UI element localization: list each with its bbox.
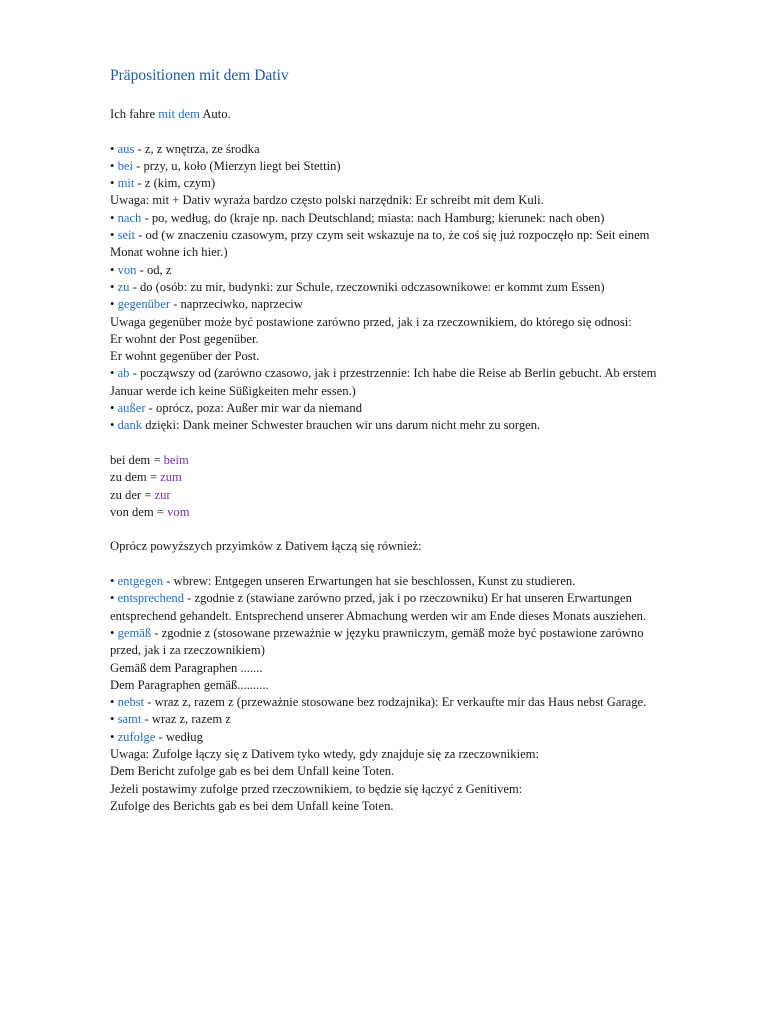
contraction-result: beim [163, 452, 189, 467]
bullet: • [110, 418, 118, 433]
preposition-description: dzięki: Dank meiner Schwester brauchen wir uns darum nicht mehr zu sorgen. [142, 418, 541, 433]
preposition-item-nach [110, 210, 670, 227]
preposition-item-ab [110, 365, 670, 400]
preposition-item-zufolge [110, 729, 670, 746]
preposition-term: aus [117, 141, 135, 156]
preposition-item-bei [110, 158, 670, 175]
page-title: Präpositionen mit dem Dativ [110, 67, 289, 84]
contraction-result: vom [167, 504, 190, 519]
note-line-ex-gegenueber-2: Er wohnt gegenüber der Post. [110, 349, 260, 364]
preposition-term: seit [117, 228, 136, 243]
preposition-item-mit [110, 175, 670, 192]
bullet: • [110, 712, 118, 727]
note-line-note-genitiv: Jeżeli postawimy zufolge przed rzeczownikiem, to będzie się łączyć z Genitivem: [110, 781, 523, 796]
preposition-description: - od, z [136, 262, 172, 277]
preposition-description: - według [155, 729, 203, 744]
preposition-term: zufolge [117, 729, 156, 744]
preposition-description: - z, z wnętrza, ze środka [134, 141, 260, 156]
contraction-source: bei dem = [110, 452, 164, 467]
preposition-description: - zgodnie z (stawiane zarówno przed, jak i po rzeczowniku) Er hat unseren Erwartungen entsprechend gehandelt. Entsprechend unserer Abmachung werden wir am Ende dieses Monats ausziehen. [110, 591, 647, 623]
preposition-description: - wraz z, razem z [141, 712, 231, 727]
bullet: • [110, 574, 118, 589]
preposition-term: zu [117, 279, 130, 294]
contraction-vom [110, 504, 670, 521]
preposition-item-entsprechend [110, 590, 670, 625]
bullet: • [110, 366, 118, 381]
note-line-ex-zufolge-1: Dem Bericht zufolge gab es bei dem Unfall keine Toten. [110, 764, 395, 779]
bullet: • [110, 729, 118, 744]
preposition-term: samt [117, 712, 142, 727]
note-line-ex-zufolge-2: Zufolge des Berichts gab es bei dem Unfall keine Toten. [110, 798, 394, 813]
preposition-term: dank [117, 418, 143, 433]
preposition-item-ausser [110, 400, 670, 417]
preposition-term: entsprechend [117, 591, 184, 606]
bullet: • [110, 158, 118, 173]
preposition-term: mit [117, 176, 135, 191]
preposition-item-zu [110, 279, 670, 296]
preposition-term: gegenüber [117, 297, 171, 312]
preposition-item-gemaess [110, 625, 670, 660]
bullet: • [110, 591, 118, 606]
contraction-source: zu dem = [110, 470, 161, 485]
preposition-item-von [110, 262, 670, 279]
preposition-term: bei [117, 158, 133, 173]
contraction-source: von dem = [110, 504, 168, 519]
bullet: • [110, 401, 118, 416]
preposition-item-samt [110, 711, 670, 728]
preposition-term: entgegen [117, 574, 164, 589]
preposition-item-aus [110, 141, 670, 158]
preposition-item-nebst [110, 694, 670, 711]
note-line-ex-gemaess-2: Dem Paragraphen gemäß.......... [110, 677, 269, 692]
bullet: • [110, 297, 118, 312]
additional-intro: Oprócz powyższych przyimków z Dativem łączą się również: [110, 539, 422, 554]
note-line-ex-gegenueber-1: Er wohnt der Post gegenüber. [110, 331, 259, 346]
contraction-source: zu der = [110, 487, 155, 502]
preposition-item-seit [110, 227, 670, 262]
preposition-description: - do (osób: zu mir, budynki: zur Schule, rzeczowniki odczasownikowe: er kommt zum Essen) [129, 279, 605, 294]
note-line-uwaga-zufolge: Uwaga: Zufolge łączy się z Dativem tyko wtedy, gdy znajduje się za rzeczownikiem: [110, 746, 539, 761]
preposition-description: - od (w znaczeniu czasowym, przy czym seit wskazuje na to, że coś się już rozpoczęło np: Seit einem Monat wohne ich hier.) [110, 228, 650, 260]
preposition-term: gemäß [117, 625, 152, 640]
spacer [110, 521, 670, 538]
preposition-description: - przy, u, koło (Mierzyn liegt bei Stettin) [132, 158, 341, 173]
example-sentence: Ich fahre mit dem Auto. [110, 107, 231, 121]
preposition-description: - wraz z, razem z (przeważnie stosowane bez rodzajnika): Er verkaufte mir das Haus nebst Garage. [144, 695, 647, 710]
contraction-list [110, 452, 670, 521]
example-highlight: mit dem [158, 107, 200, 121]
preposition-item-gegenueber [110, 296, 670, 313]
spacer [110, 123, 670, 140]
contraction-zum [110, 469, 670, 486]
note-line-uwaga-mit: Uwaga: mit + Dativ wyraża bardzo często polski narzędnik: Er schreibt mit dem Kuli. [110, 193, 544, 208]
bullet: • [110, 141, 118, 156]
document-page [110, 66, 670, 815]
additional-preposition-list [110, 573, 670, 815]
bullet: • [110, 176, 118, 191]
preposition-description: - po, według, do (kraje np. nach Deutschland; miasta: nach Hamburg; kierunek: nach oben) [141, 210, 605, 225]
preposition-description: - z (kim, czym) [134, 176, 216, 191]
preposition-item-dank [110, 417, 670, 434]
bullet: • [110, 695, 118, 710]
bullet: • [110, 625, 118, 640]
preposition-list [110, 141, 670, 435]
contraction-zur [110, 487, 670, 504]
preposition-term: außer [117, 401, 146, 416]
contraction-beim [110, 452, 670, 469]
contraction-result: zum [160, 470, 182, 485]
bullet: • [110, 210, 118, 225]
preposition-term: ab [117, 366, 130, 381]
bullet: • [110, 262, 118, 277]
preposition-description: - zgodnie z (stosowane przeważnie w języku prawniczym, gemäß może być postawione zarówno przed, jak i za rzeczownikiem) [110, 625, 644, 658]
preposition-description: - wbrew: Entgegen unseren Erwartungen hat sie beschlossen, Kunst zu studieren. [163, 574, 576, 589]
preposition-description: - począwszy od (zarówno czasowo, jak i przestrzennie: Ich habe die Reise ab Berlin gebucht. Ab erstem Januar werde ich keine Süßigkeiten mehr essen.) [110, 366, 657, 398]
preposition-term: nach [117, 210, 142, 225]
preposition-term: nebst [117, 695, 145, 710]
spacer [110, 556, 670, 573]
contraction-result: zur [154, 487, 171, 502]
note-line-uwaga-gegenueber: Uwaga gegenüber może być postawione zarówno przed, jak i za rzeczownikiem, do którego się odnosi: [110, 314, 632, 329]
preposition-term: von [117, 262, 137, 277]
bullet: • [110, 279, 118, 294]
preposition-description: - oprócz, poza: Außer mir war da niemand [145, 401, 362, 416]
spacer [110, 435, 670, 452]
bullet: • [110, 228, 118, 243]
note-line-ex-gemaess-1: Gemäß dem Paragraphen ....... [110, 660, 263, 675]
preposition-item-entgegen [110, 573, 670, 590]
preposition-description: - naprzeciwko, naprzeciw [170, 297, 303, 312]
